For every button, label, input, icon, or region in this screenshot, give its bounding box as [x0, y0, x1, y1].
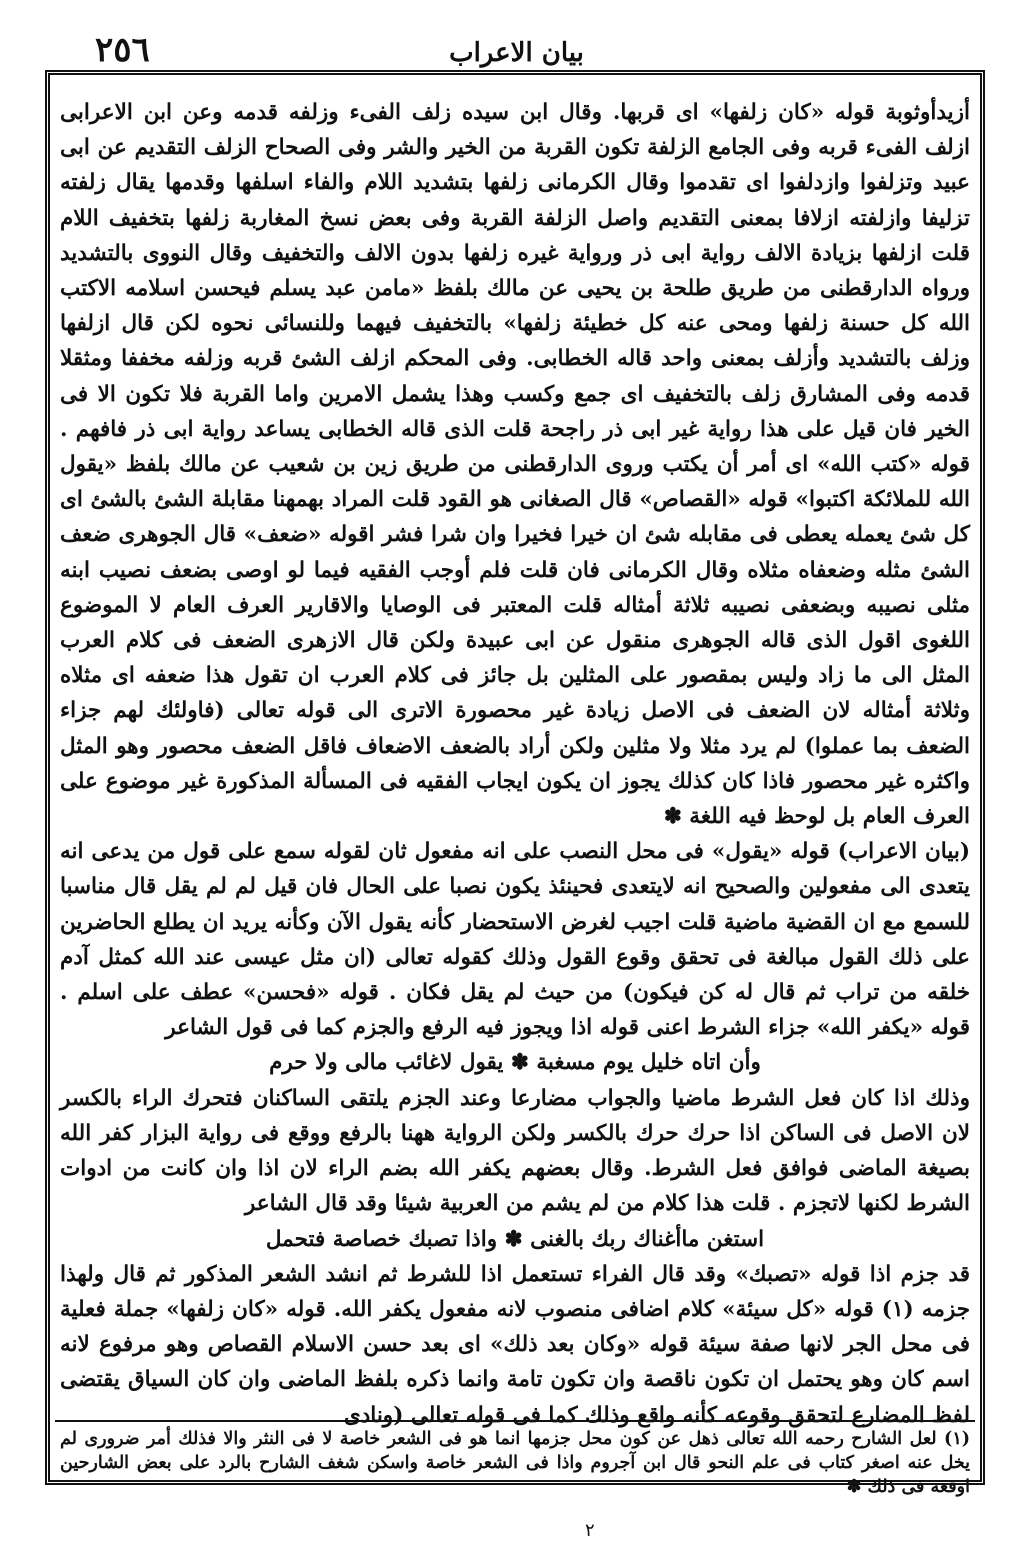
footnote: (١) لعل الشارح رحمه الله تعالى ذهل عن كون محل جزمها انما هو فى الشعر خاصة لا فى النثر والا فذلك أمر ضرورى لم يخل عنه اصغر كتاب فى علم النحو قال ابن آجروم واذا فى الشعر خاصة واسكن شغف الشارح بالرد على بعض الشارحين اوقعه فى ذلك ✽ [60, 1429, 970, 1497]
main-text [60, 95, 970, 1428]
verse-2: استغن ماأغناك ربك بالغنى ✽ واذا تصبك خصاصة فتحمل [265, 1226, 765, 1252]
paragraph-4: قد جزم اذا قوله «تصبك» وقد قال الفراء تستعمل اذا للشرط ثم انشد الشعر المذكور ثم قال ولهذا جزمه (١) قوله «كل سيئة» كلام اضافى منصوب لانه مفعول يكفر الله. قوله «كان زلفها» جملة فعلية فى محل الجر لانها صفة سيئة قوله «وكان بعد ذلك» اى بعد حسن الاسلام القصاص وهو مرفوع لانه اسم كان وهو يحتمل ان تكون ناقصة وان تكون تامة وانما ذكره بلفظ الماضى وان كان السياق يقتضى لفظ المضارع لتحقق وقوعه كأنه واقع وذلك كما فى قوله تعالى (ونادى [60, 1261, 970, 1428]
page-number: ٢٥٦ [95, 30, 150, 70]
paragraph-1: أزيدأوثوبة قوله «كان زلفها» اى قربها. وقال ابن سيده زلف الفىء وزلفه قدمه وعن ابن الاعرابى ازلف الفىء قربه وفى الجامع الزلفة تكون القربة من الخير والشر وفى الصحاح الزلف التقديم عن ابى عبيد وتزلفوا وازدلفوا اى تقدموا وقال الكرمانى زلفها بتشديد اللام والفاء اسلفها وقدمها يقال زلفته تزليفا وازلفته ازلافا بمعنى التقديم واصل الزلفة القربة وفى بعض نسخ المغاربة زلفها بتخفيف اللام قلت ازلفها بزيادة الالف رواية ابى ذر ورواية غيره زلفها بدون الالف والتخفيف وقال النووى بالتشديد ورواه الدارقطنى من طريق طلحة بن يحيى عن مالك بلفظ «مامن عبد يسلم فيحسن اسلامه الاكتب الله كل حسنة زلفها ومحى عنه كل خطيئة زلفها» بالتخفيف فيهما وللنسائى نحوه لكن قال ازلفها وزلف بالتشديد وأزلف بمعنى واحد قاله الخطابى. وفى المحكم ازلف الشئ قربه وزلفه مخففا ومثقلا قدمه وفى المشارق زلف بالتخفيف اى جمع وكسب وهذا يشمل الامرين واما القربة فلا تكون الا فى الخير فان قيل على هذا رواية غير ابى ذر راجحة قلت الذى قاله الخطابى يساعد رواية ابى ذر فافهم . قوله «كتب الله» اى أمر أن يكتب وروى الدارقطنى من طريق زين بن شعيب عن مالك بلفظ «يقول الله للملائكة اكتبوا» قوله «القصاص» قال الصغانى هو القود قلت المراد بهمهنا مقابلة الشئ بالشئ اى كل شئ يعمله يعطى فى مقابله شئ ان خيرا فخيرا وان شرا فشر اقوله «ضعف» قال الجوهرى ضعف الشئ مثله وضعفاه مثلاه وقال الكرمانى فان قلت فلم أوجب الفقيه فيما لو اوصى بضعف نصيب ابنه مثلى نصيبه وبضعفى نصيبه ثلاثة أمثاله قلت المعتبر فى الوصايا والاقارير العرف العام لا الموضوع اللغوى اقول الذى قاله الجوهرى منقول عن ابى عبيدة ولكن قال الازهرى الضعف فى كلام العرب المثل الى ما زاد وليس بمقصور على المثلين بل جائز فى كلام العرب ان تقول هذا ضعفه اى مثلاه وثلاثة أمثاله لان الضعف فى الاصل زيادة غير محصورة الاترى الى قوله تعالى (فاولئك لهم جزاء الضعف بما عملوا) لم يرد مثلا ولا مثلين ولكن أراد بالضعف الاضعاف فاقل الضعف محصور وهو المثل واكثره غير محصور فاذا كان كذلك يجوز ان يكون ايجاب الفقيه فى المسألة المذكورة غير موضوع على العرف العام بل لوحظ فيه اللغة ✽ [60, 100, 970, 830]
paragraph-2: (بيان الاعراب) قوله «يقول» فى محل النصب على انه مفعول ثان لقوله سمع على قول من يدعى انه يتعدى الى مفعولين والصحيح انه لايتعدى فحينئذ يكون نصبا على الحال فان قيل لم لم يقل قال مناسبا للسمع مع ان القضية ماضية قلت اجيب لغرض الاستحضار كأنه يقول الآن وكأنه يريد ان يطلع الحاضرين على ذلك القول مبالغة فى تحقق وقوع القول وذلك كقوله تعالى (ان مثل عيسى عند الله كمثل آدم خلقه من تراب ثم قال له كن فيكون) من حيث لم يقل فكان . قوله «فحسن» عطف على اسلم . قوله «يكفر الله» جزاء الشرط اعنى قوله اذا ويجوز فيه الرفع والجزم كما فى قول الشاعر [60, 839, 970, 1041]
verse-1: وأن اتاه خليل يوم مسغبة ✽ يقول لاغائب مالى ولا حرم [269, 1050, 761, 1076]
bottom-mark: ٢ [585, 1520, 595, 1541]
footnote-divider [55, 1420, 975, 1422]
running-title: بيان الاعراب [449, 38, 584, 68]
paragraph-3: وذلك اذا كان فعل الشرط ماضيا والجواب مضارعا وعند الجزم يلتقى الساكنان فتحرك الراء بالكسر لان الاصل فى الساكن اذا حرك حرك بالكسر ولكن الرواية ههنا بالرفع ووقع فى رواية البزار كفر الله بصيغة الماضى فوافق فعل الشرط. وقال بعضهم يكفر الله بضم الراء لان اذا وان كانت من ادوات الشرط لكنها لاتجزم . قلت هذا كلام من لم يشم من العربية شيئا وقد قال الشاعر [60, 1085, 970, 1217]
